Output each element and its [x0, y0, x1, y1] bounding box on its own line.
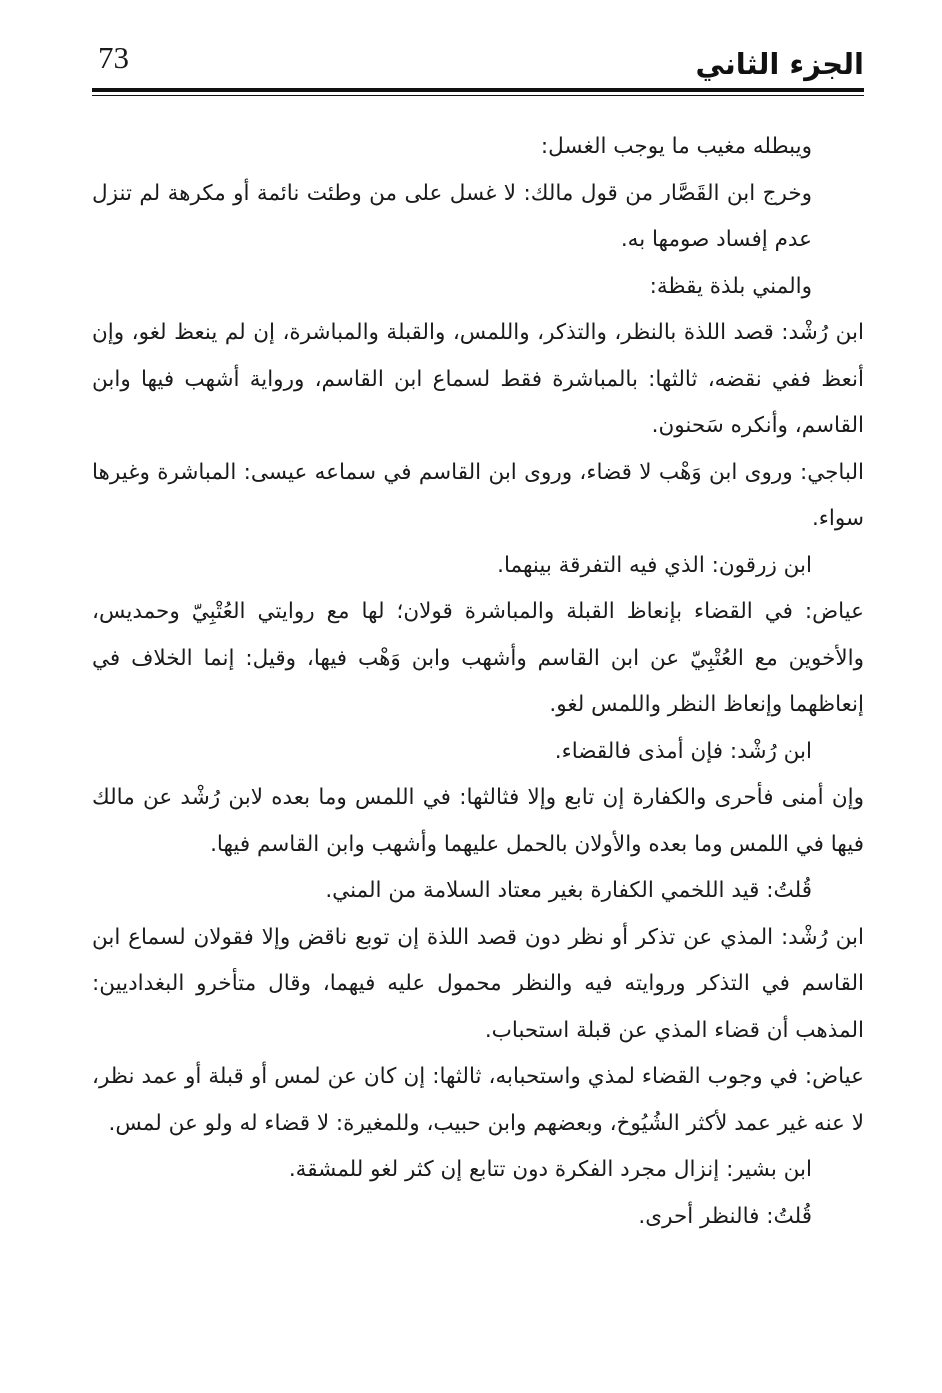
page-number: 73 [98, 40, 129, 75]
paragraph: وإن أمنى فأحرى والكفارة إن تابع وإلا فثالثها: في اللمس وما بعده لابن رُشْد عن مالك فيها في اللمس وما بعده والأولان بالحمل عليهما وأشهب وابن القاسم فيها. [92, 785, 864, 857]
paragraph: الباجي: وروى ابن وَهْب لا قضاء، وروى ابن القاسم في سماعه عيسى: المباشرة وغيرها سواء. [92, 459, 864, 531]
running-head: الجزء الثاني [695, 47, 864, 81]
paragraph: قُلتُ: فالنظر أحرى. [638, 1203, 812, 1229]
paragraph: قُلتُ: قيد اللخمي الكفارة بغير معتاد السلامة من المني. [325, 878, 812, 903]
paragraph: ابن بشير: إنزال مجرد الفكرة دون تتابع إن كثر لغو للمشقة. [288, 1157, 812, 1182]
paragraph: عياض: في القضاء بإنعاظ القبلة والمباشرة قولان؛ لها مع روايتي العُتْبِيّ وحمديس، والأخوين مع العُتْبِيّ عن ابن القاسم وأشهب وابن وَهْب فيها، وقيل: إنما الخلاف في إنعاظهما وإنعاظ النظر واللمس لغو. [92, 599, 864, 717]
paragraph: ابن رُشْد: فإن أمذى فالقضاء. [554, 738, 812, 764]
paragraph: والمني بلذة يقظة: [649, 273, 812, 299]
paragraph: عياض: في وجوب القضاء لمذي واستحبابه، ثالثها: إن كان عن لمس أو قبلة أو عمد نظر، لا عنه غير عمد لأكثر الشُيُوخ، وبعضهم وابن حبيب، وللمغيرة: لا قضاء له ولو عن لمس. [92, 1064, 864, 1136]
paragraph: ابن رُشْد: المذي عن تذكر أو نظر دون قصد اللذة إن توبع ناقض وإلا فقولان لسماع ابن القاسم في التذكر وروايته فيه والنظر محمول عليه فيهما، وقال متأخرو البغداديين: المذهب أن قضاء المذي عن قبلة استحباب. [92, 924, 864, 1043]
paragraph: ابن زرقون: الذي فيه التفرقة بينهما. [497, 552, 812, 578]
body-text [92, 124, 864, 1240]
header-rule-thin [92, 95, 864, 96]
header-rule-thick [92, 88, 864, 92]
paragraph: ابن رُشْد: قصد اللذة بالنظر، والتذكر، واللمس، والقبلة والمباشرة، إن لم ينعظ لغو، وإن أنعظ ففي نقضه، ثالثها: بالمباشرة فقط لسماع ابن القاسم، ورواية أشهب فيها وابن القاسم، وأنكره سَحنون. [92, 320, 864, 438]
paragraph: ويبطله مغيب ما يوجب الغسل: [540, 134, 812, 159]
paragraph: وخرج ابن القَصَّار من قول مالك: لا غسل على من وطئت نائمة أو مكرهة لم تنزل عدم إفساد صومها به. [92, 180, 812, 252]
page-header [90, 36, 864, 92]
